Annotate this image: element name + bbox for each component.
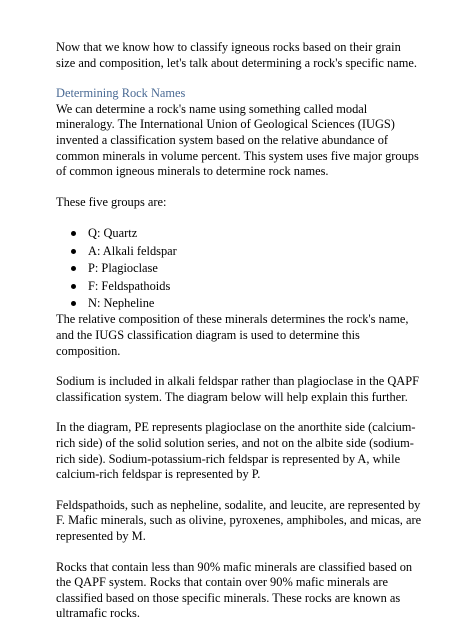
list-item bbox=[71, 243, 422, 260]
document-page bbox=[56, 40, 422, 622]
list-item bbox=[71, 260, 422, 277]
groups-intro: These five groups are: bbox=[56, 194, 167, 209]
list-item bbox=[71, 278, 422, 295]
bullet-icon bbox=[71, 284, 76, 289]
bullet-icon bbox=[71, 266, 76, 271]
list-item bbox=[71, 295, 422, 312]
list-item-label: F: Feldspathoids bbox=[88, 278, 171, 293]
iugs-paragraph: We can determine a rock's name using something called modal mineralogy. The International Union of Geological Sciences (IUGS) invented a classification system based on the relative abundance of common minerals in volume percent. This system uses five major groups of common igneous minerals to determine rock names. bbox=[56, 101, 419, 179]
feldspathoids-paragraph: Feldspathoids, such as nepheline, sodalite, and leucite, are represented by F. Mafic minerals, such as olivine, pyroxenes, amphiboles, and micas, are represented by M. bbox=[56, 497, 422, 543]
section-heading: Determining Rock Names bbox=[56, 86, 186, 101]
list-item-label: P: Plagioclase bbox=[88, 261, 158, 276]
list-item-label: A: Alkali feldspar bbox=[88, 243, 177, 258]
mafic-paragraph: Rocks that contain less than 90% mafic minerals are classified based on the QAPF system. Rocks that contain over 90% mafic minerals are classified based on those specific minerals. These rocks are known as ultramafic rocks. bbox=[56, 559, 413, 621]
diagram-paragraph: In the diagram, PE represents plagioclase on the anorthite side (calcium-rich side) of the solid solution series, and not on the albite side (sodium-rich side). Sodium-potassium-rich feldspar is represented by A, while calcium-rich feldspar is represented by P. bbox=[56, 420, 416, 482]
relative-composition-paragraph: The relative composition of these minerals determines the rock's name, and the IUGS classification diagram is used to determine this composition. bbox=[56, 312, 409, 358]
list-item bbox=[71, 225, 422, 242]
sodium-paragraph: Sodium is included in alkali feldspar rather than plagioclase in the QAPF classification system. The diagram below will help explain this further. bbox=[56, 374, 420, 404]
bullet-icon bbox=[71, 231, 76, 236]
list-item-label: N: Nepheline bbox=[88, 295, 155, 310]
bullet-icon bbox=[71, 249, 76, 254]
mineral-groups-list bbox=[56, 225, 422, 312]
bullet-icon bbox=[71, 301, 76, 306]
intro-paragraph: Now that we know how to classify igneous rocks based on their grain size and composition, let's talk about determining a rock's specific name. bbox=[56, 40, 417, 70]
list-item-label: Q: Quartz bbox=[88, 226, 138, 241]
